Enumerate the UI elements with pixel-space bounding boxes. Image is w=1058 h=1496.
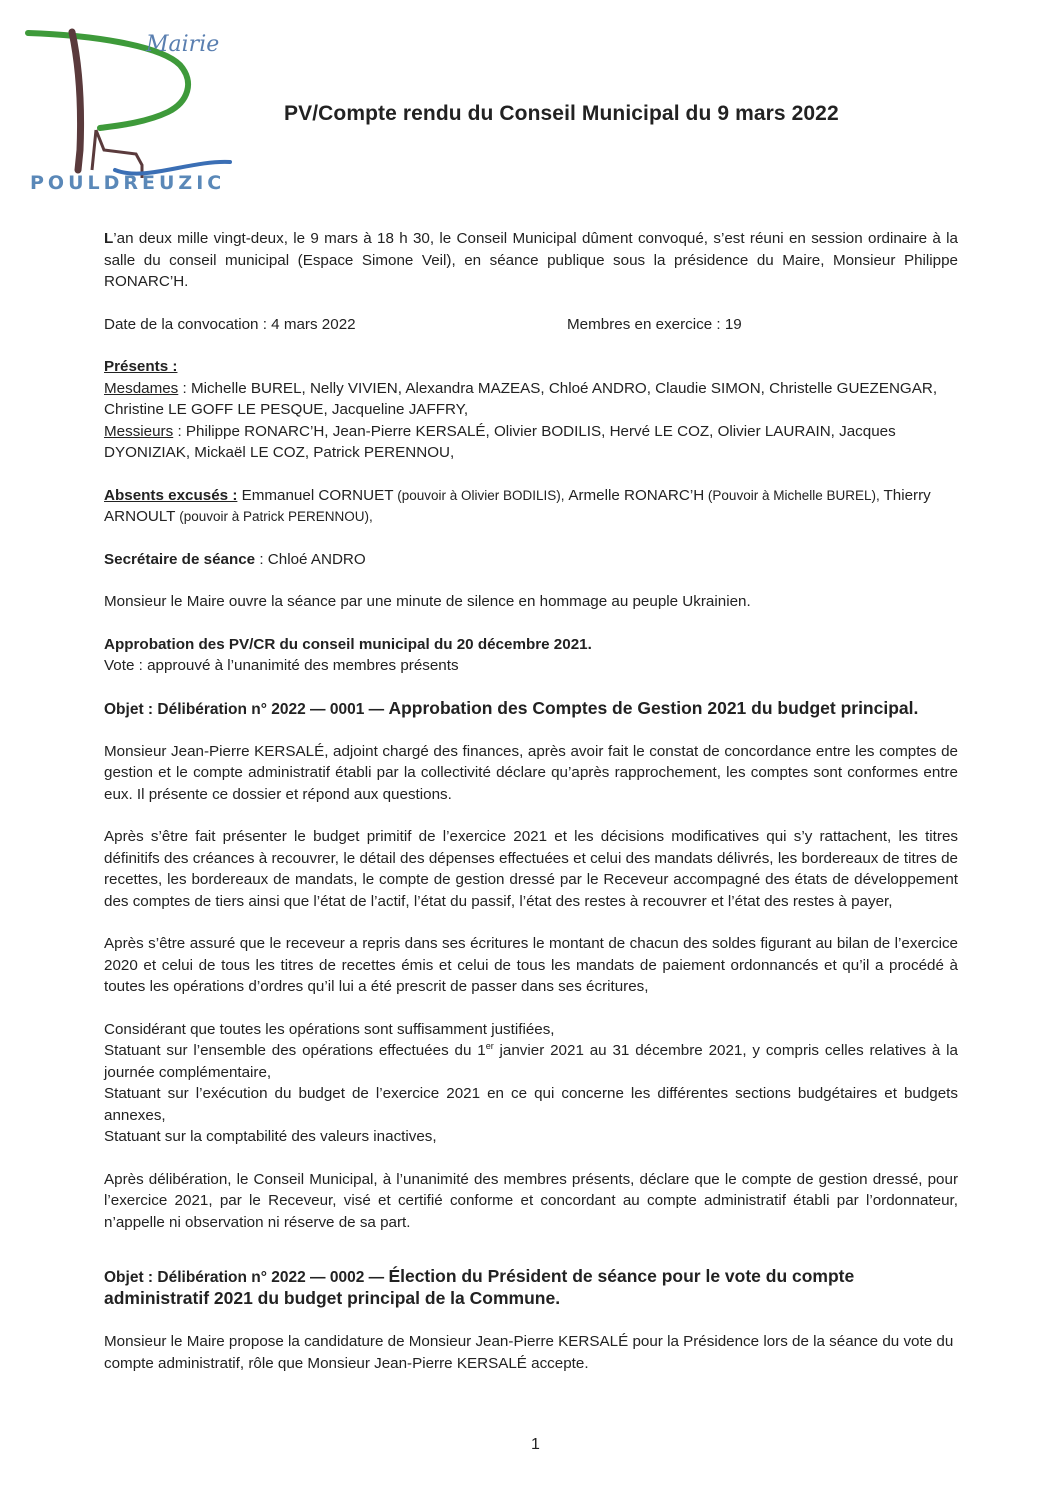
convocation-date: Date de la convocation : 4 mars 2022: [104, 315, 356, 333]
secretaire-line: [104, 549, 958, 571]
approbation-title: Approbation des PV/CR du conseil municipal du 20 décembre 2021.: [104, 635, 592, 653]
statuant-line: [104, 1040, 958, 1083]
presents-heading: [104, 356, 958, 378]
absent-proxy: (pouvoir à Olivier BODILIS),: [393, 487, 569, 503]
intro-dropcap: L: [104, 230, 114, 247]
meta-row: [104, 314, 958, 336]
deliberation-1-paragraph: Après s’être fait présenter le budget primitif de l’exercice 2021 et les décisions modificatives qui s’y rattachent, les titres définitifs des créances à recouvrer, le détail des dépenses effectuées et celui des mandats délivrés, les bordereaux de titres de recettes, les bordereaux de mandats, le compte de gestion dressé par le Receveur accompagné des états de développement des comptes de tiers ainsi que l’état de l’actif, l’état du passif, l’état des restes à recouvrer et l’état des restes à payer,: [104, 828, 958, 910]
deliberation-1-heading: [104, 698, 958, 720]
absent-name: Armelle RONARC’H: [568, 486, 705, 504]
secretaire-value: : Chloé ANDRO: [255, 550, 366, 568]
considerant-line: Considérant que toutes les opérations sont suffisamment justifiées,: [104, 1020, 555, 1038]
presents-mesdames: [104, 378, 958, 421]
deliberation-2-paragraph: Monsieur le Maire propose la candidature de Monsieur Jean-Pierre KERSALÉ pour la Présidence lors de la séance du vote du compte administratif, rôle que Monsieur Jean-Pierre KERSALÉ accepte.: [104, 1333, 954, 1372]
deliberation-1-prefix: Objet : Délibération n° 2022 — 0001 —: [104, 700, 389, 718]
statuant-1-start: Statuant sur l’ensemble des opérations effectuées du 1: [104, 1042, 486, 1059]
deliberation-2-prefix: Objet : Délibération n° 2022 — 0002 —: [104, 1269, 389, 1286]
messieurs-list: : Philippe RONARC’H, Jean-Pierre KERSALÉ, Olivier BODILIS, Hervé LE COZ, Olivier LAURAIN, Jacques DYONIZIAK, Mickaël LE COZ, Patrick PERENNOU,: [104, 422, 896, 461]
page-title: PV/Compte rendu du Conseil Municipal du 9 mars 2022: [284, 102, 839, 125]
ordinal-superscript: er: [485, 1040, 494, 1051]
secretaire-label: Secrétaire de séance: [104, 550, 256, 568]
absent-name: Emmanuel CORNUET: [237, 486, 394, 504]
statuant-1-end: janvier 2021 au 31 décembre 2021, y compris celles relatives à la journée complémentaire,: [104, 1042, 958, 1081]
absent-proxy: (Pouvoir à Michelle BUREL),: [704, 487, 884, 503]
absents-label: Absents excusés :: [104, 486, 238, 504]
messieurs-label: Messieurs: [104, 422, 174, 440]
absent-proxy: (pouvoir à Patrick PERENNOU),: [175, 509, 373, 524]
logo-mairie-text: Mairie: [146, 32, 220, 57]
presents-label: Présents :: [104, 358, 178, 375]
deliberation-1-paragraph: Après s’être assuré que le receveur a repris dans ses écritures le montant de chacun des soldes figurant au bilan de l’exercice 2020 et celui de tous les titres de recettes émis et celui de tous les mandats de paiement ordonnancés et qu’il a procédé à toutes les opérations d’ordres qu’il lui a été prescrit de passer dans ses écritures,: [104, 935, 958, 995]
hommage-text: Monsieur le Maire ouvre la séance par une minute de silence en hommage au peuple Ukrainien.: [104, 593, 751, 610]
statuant-line: Statuant sur l’exécution du budget de l’exercice 2021 en ce qui concerne les différentes sections budgétaires et budgets annexes,: [104, 1085, 958, 1124]
deliberation-2-title: Élection du Président de séance pour le vote du compte administratif 2021 du budget principal de la Commune.: [104, 1266, 855, 1308]
approbation-vote: Vote : approuvé à l’unanimité des membres présents: [104, 657, 459, 674]
statuant-line: Statuant sur la comptabilité des valeurs inactives,: [104, 1128, 437, 1145]
page-number: 1: [531, 1436, 540, 1453]
intro-paragraph: [104, 228, 958, 293]
mesdames-label: Mesdames: [104, 379, 179, 397]
deliberation-1-title: Approbation des Comptes de Gestion 2021 du budget principal.: [388, 697, 919, 718]
logo-town-name: POULDREUZIC: [30, 172, 226, 194]
absents-paragraph: [104, 485, 958, 528]
mairie-logo: [20, 20, 250, 200]
document-body: [104, 228, 958, 1374]
deliberation-1-conclusion: Après délibération, le Conseil Municipal, à l’unanimité des membres présents, déclare que le compte de gestion dressé, pour l’exercice 2021, par le Receveur, visé et certifié conforme et concordant au compte administratif établi par l’ordonnateur, n’appelle ni observation ni réserve de sa part.: [104, 1170, 958, 1231]
members-count: Membres en exercice : 19: [567, 315, 742, 333]
intro-text: ’an deux mille vingt-deux, le 9 mars à 18 h 30, le Conseil Municipal dûment convoqué, s’est réuni en session ordinaire à la salle du conseil municipal (Espace Simone Veil), en séance publique sous la présidence du Maire, Monsieur Philippe RONARC’H.: [104, 230, 958, 290]
deliberation-1-paragraph: Monsieur Jean-Pierre KERSALÉ, adjoint chargé des finances, après avoir fait le constat de concordance entre les comptes de gestion et le compte administratif établi par la collectivité déclare qu’après rapprochement, les comptes sont conformes entre eux. Il présente ce dossier et répond aux questions.: [104, 742, 958, 803]
presents-messieurs: [104, 421, 958, 464]
mesdames-list: : Michelle BUREL, Nelly VIVIEN, Alexandra MAZEAS, Chloé ANDRO, Claudie SIMON, Christelle GUEZENGAR, Christine LE GOFF LE PESQUE, Jacqueline JAFFRY,: [104, 379, 938, 418]
deliberation-2-heading: [104, 1266, 958, 1310]
absent-name: Thierry ARNOULT: [104, 486, 931, 525]
